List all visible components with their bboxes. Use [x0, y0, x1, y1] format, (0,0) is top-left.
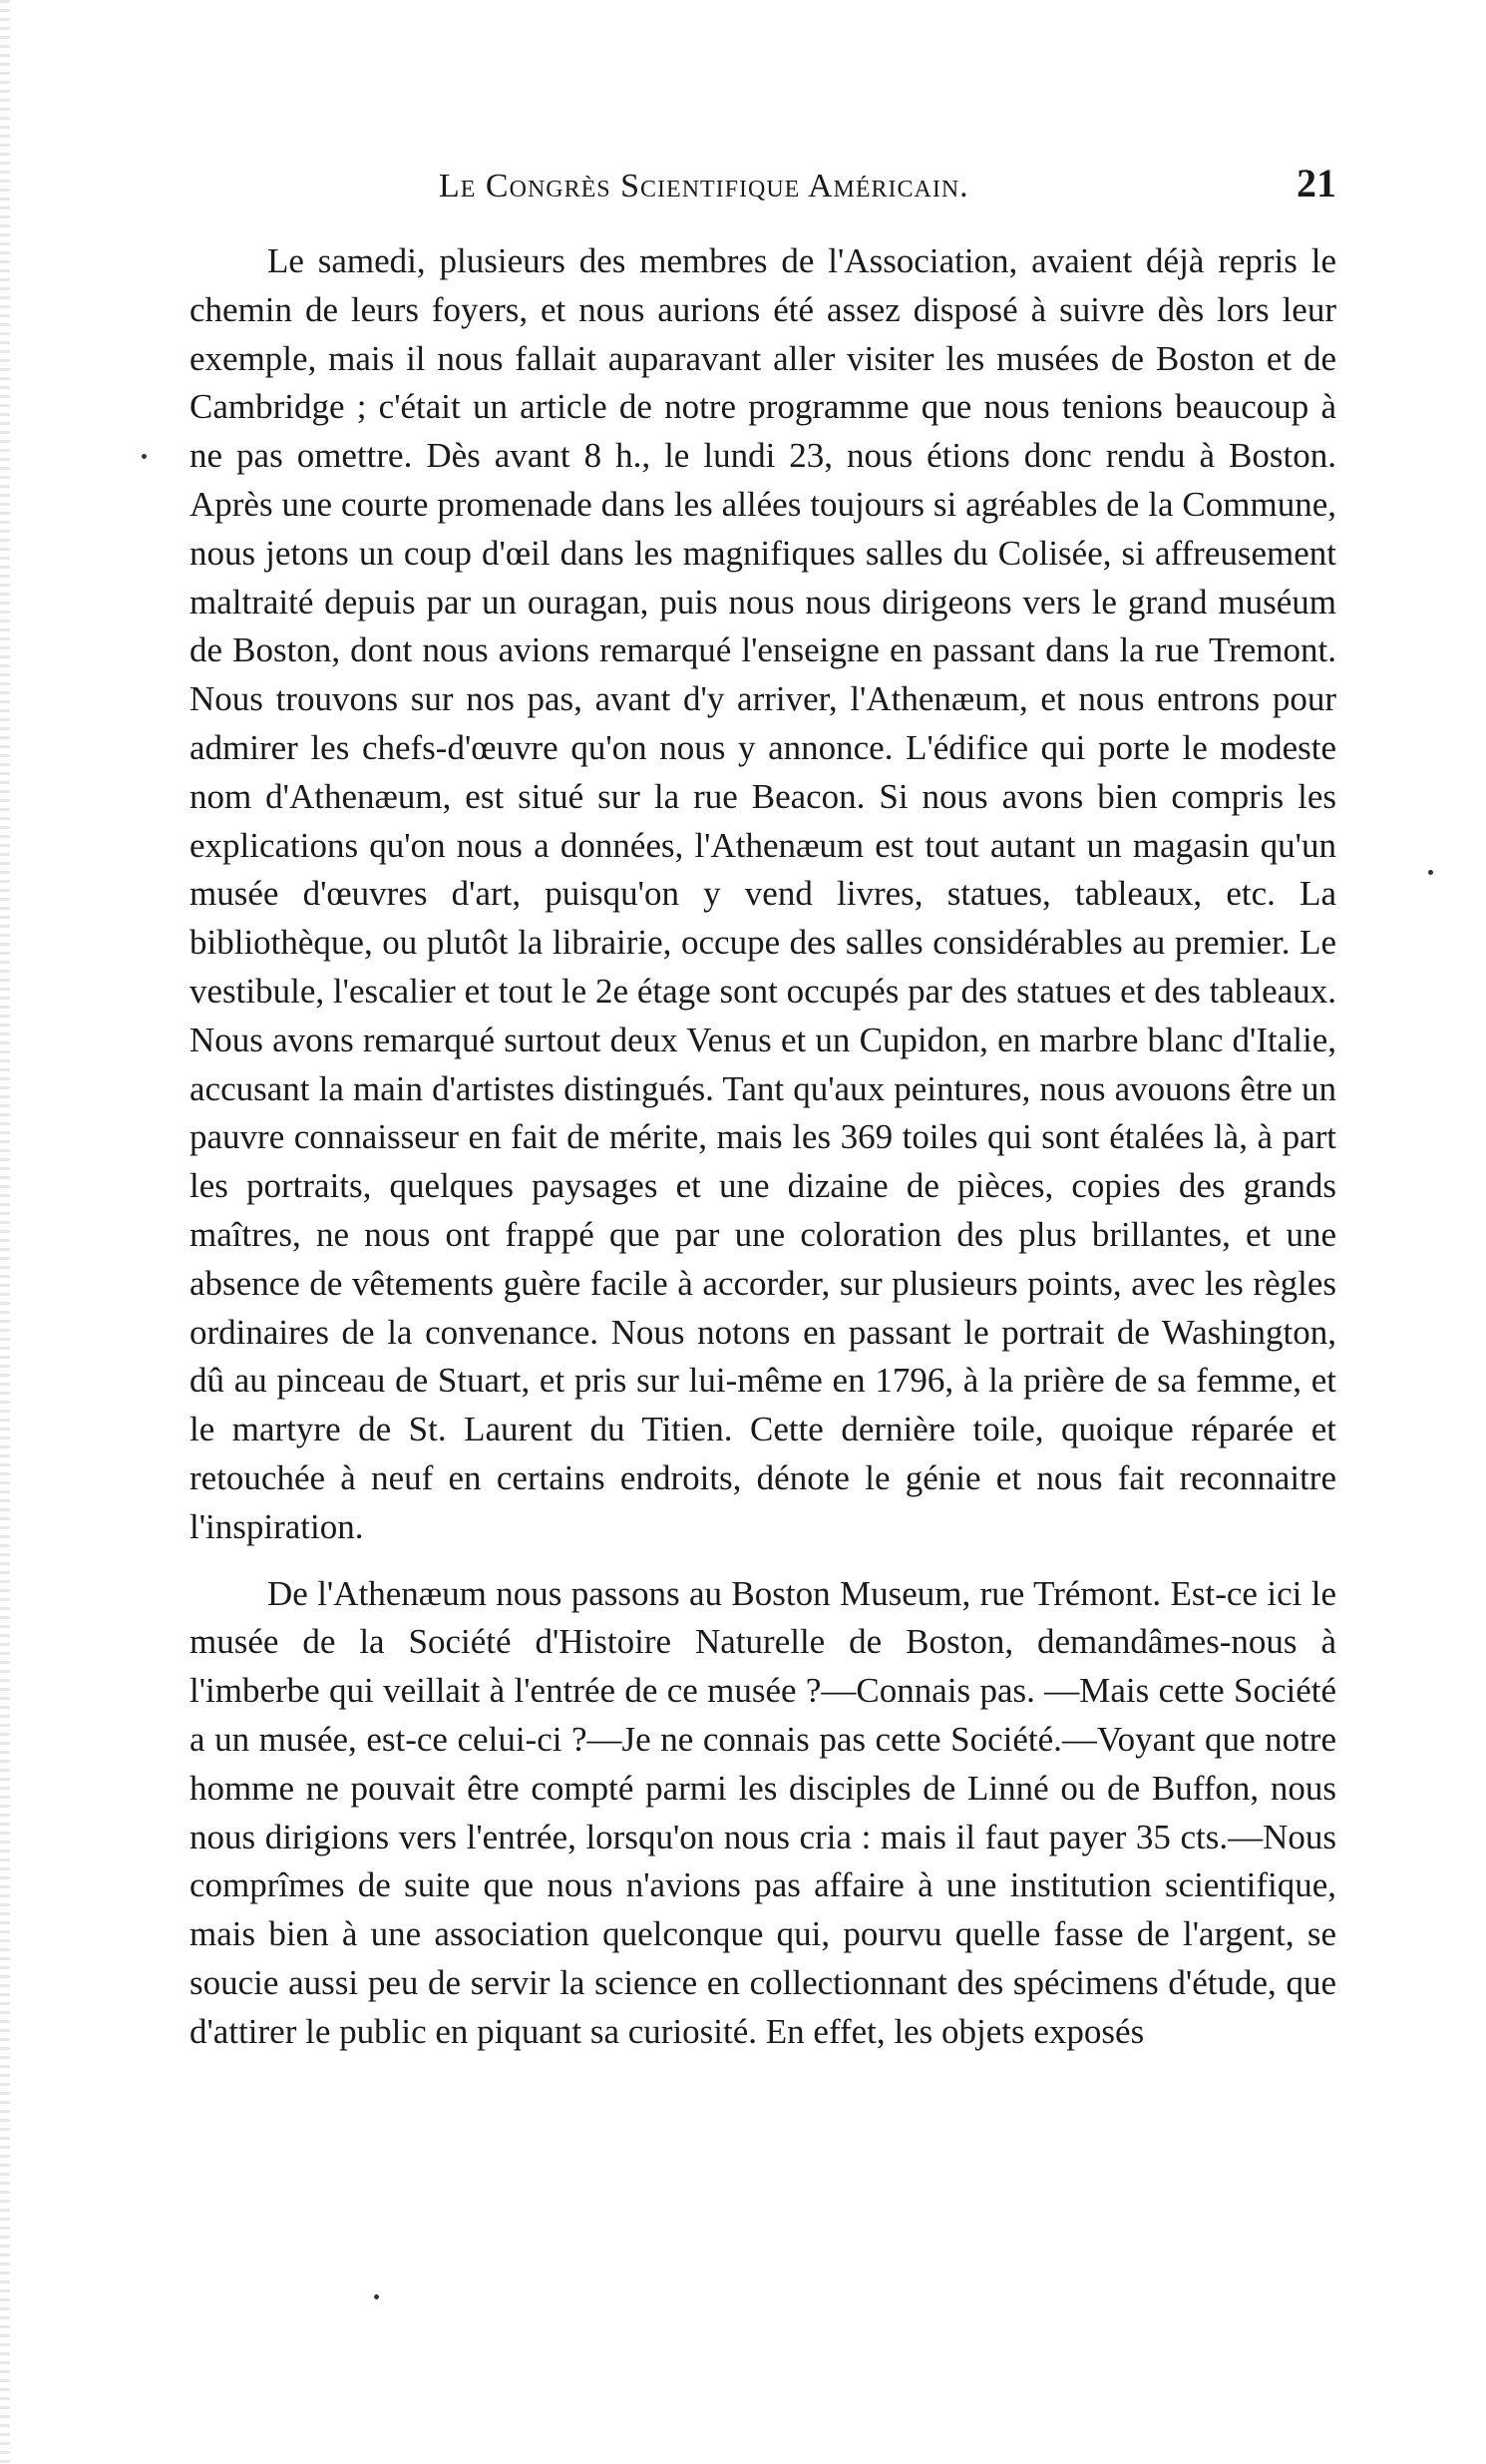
page-number: 21	[1297, 161, 1336, 205]
ink-speck	[142, 454, 147, 459]
paragraph-2: De l'Athenæum nous passons au Boston Museum, rue Trémont. Est-ce ici le musée de la Société d'Histoire Naturelle de Boston, demandâmes-nous à l'imberbe qui veillait à l'entrée de ce musée ?—Connais pas. —Mais cette Société a un musée, est-ce celui-ci ?—Je ne connais pas cette Société.—Voyant que notre homme ne pouvait être compté parmi les disciples de Linné ou de Buffon, nous nous dirigions vers l'entrée, lorsqu'on nous cria : mais il faut payer 35 cts.—Nous comprîmes de suite que nous n'avions pas affaire à une institution scientifique, mais bien à une association quelconque qui, pourvu quelle fasse de l'argent, se soucie aussi peu de servir la science en collectionnant des spécimens d'étude, que d'attirer le public en piquant sa curiosité. En effet, les objets exposés	[189, 1573, 1336, 2051]
running-head	[189, 160, 1336, 219]
ink-speck	[1428, 870, 1433, 875]
ink-speck	[374, 2294, 379, 2299]
paragraph-1: Le samedi, plusieurs des membres de l'Association, avaient déjà repris le chemin de leurs foyers, et nous aurions été assez disposé à suivre dès lors leur exemple, mais il nous fallait auparavant aller visiter les musées de Boston et de Cambridge ; c'était un article de notre programme que nous tenions beaucoup à ne pas omettre. Dès avant 8 h., le lundi 23, nous étions donc rendu à Boston. Après une courte promenade dans les allées toujours si agréables de la Commune, nous jetons un coup d'œil dans les magnifiques salles du Colisée, si affreusement maltraité depuis par un ouragan, puis nous nous dirigeons vers le grand muséum de Boston, dont nous avions remarqué l'enseigne en passant dans la rue Tremont. Nous trouvons sur nos pas, avant d'y arriver, l'Athenæum, et nous entrons pour admirer les chefs-d'œuvre qu'on nous y annonce. L'édifice qui porte le modeste nom d'Athenæum, est situé sur la rue Beacon. Si nous avons bien compris les explications qu'on nous a données, l'Athenæum est tout autant un magasin qu'un musée d'œuvres d'art, puisqu'on y vend livres, statues, tableaux, etc. La bibliothèque, ou plutôt la librairie, occupe des salles considérables au premier. Le vestibule, l'escalier et tout le 2e étage sont occupés par des statues et des tableaux. Nous avons remarqué surtout deux Venus et un Cupidon, en marbre blanc d'Italie, accusant la main d'artistes distingués. Tant qu'aux peintures, nous avouons être un pauvre connaisseur en fait de mérite, mais les 369 toiles qui sont étalées là, à part les portraits, quelques paysages et une dizaine de pièces, copies des grands maîtres, ne nous ont frappé que par une coloration des plus brillantes, et une absence de vêtements guère facile à accorder, sur plusieurs points, avec les règles ordinaires de la convenance. Nous notons en passant le portrait de Washington, dû au pinceau de Stuart, et pris sur lui-même en 1796, à la prière de sa femme, et le martyre de St. Laurent du Titien. Cette dernière toile, quoique réparée et retouchée à neuf en certains endroits, dénote le génie et nous fait reconnaitre l'inspiration.	[189, 241, 1336, 1546]
running-title: Le Congrès Scientifique Américain.	[439, 168, 969, 205]
body-text	[189, 237, 1336, 2070]
scan-left-edge	[0, 0, 10, 2464]
